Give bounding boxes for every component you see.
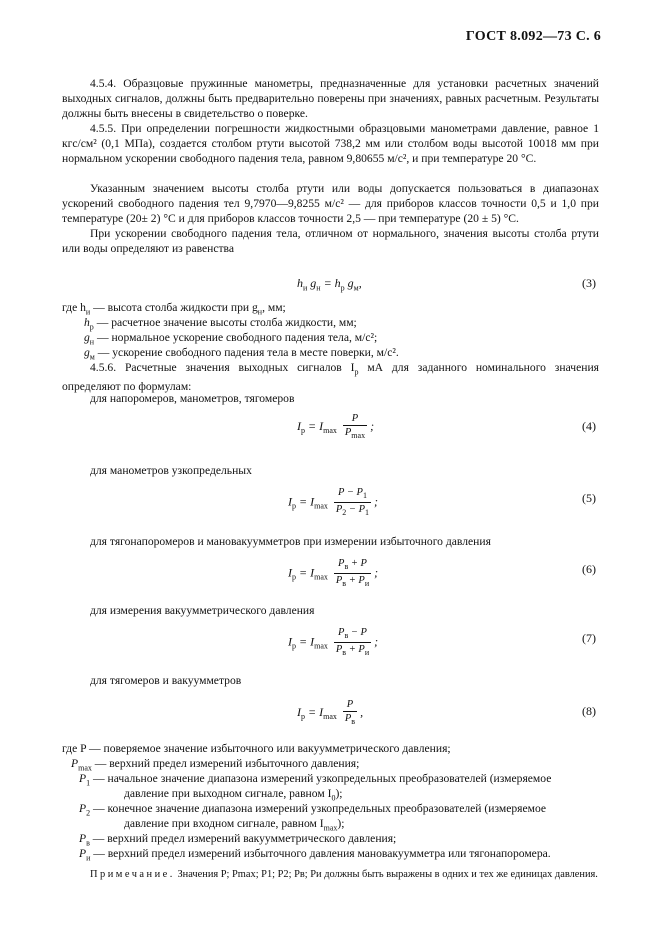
where-item: где $h_и$ — высота столба жидкости при $g_н$, мм; <box>62 301 286 317</box>
case-label: для тягомеров и вакуумметров <box>90 674 242 687</box>
formula-8: $I_р = I_{max}$ $\frac{P}{P_в}$ , <box>297 699 364 727</box>
paragraph-4-5-4: 4.5.4. Образцовые пружинные манометры, предназначенные для установки расчетных значений выходных сигналов, должны быть предварительно поверены при значениях, равных расчетным. Результаты должны быть внесены в свидетельство о поверке. <box>62 77 599 120</box>
where-item: $h_р$ — расчетное значение высоты столба жидкости, мм; <box>84 316 357 332</box>
where-item-continued: давление при входном сигнале, равном $I_{max}$); <box>124 817 345 833</box>
note <box>62 868 599 882</box>
formula-3-number: (3) <box>582 276 596 290</box>
case-label: для напоромеров, манометров, тягомеров <box>90 392 295 405</box>
case-label: для тягонапоромеров и мановакуумметров при измерении избыточного давления <box>90 535 491 548</box>
where-item: $P_в$ — верхний предел измерений вакуумметрического давления; <box>79 832 397 848</box>
case-label: для манометров узкопредельных <box>90 464 252 477</box>
formula-8-number: (8) <box>582 704 596 718</box>
where-item: $P_1$ — начальное значение диапазона измерений узкопредельных преобразователей (измеряемое <box>79 772 552 788</box>
where-item: где P — поверяемое значение избыточного или вакуумметрического давления; <box>62 742 451 755</box>
where-item: $g_н$ — нормальное ускорение свободного падения тела, м/с²; <box>84 331 378 347</box>
formula-7-number: (7) <box>582 631 596 645</box>
formula-7: $I_р = I_{max}$ $\frac{P_в - P}{P_в + P_и}$ ; <box>288 627 379 658</box>
note-label: Примечание. <box>90 869 175 880</box>
where-item: $P_2$ — конечное значение диапазона измерений узкопредельных преобразователей (измеряемое <box>79 802 547 818</box>
where-item: $P_и$ — верхний предел измерений избыточного давления мановакуумметра или тягонапоромера. <box>79 847 551 863</box>
paragraph-height-range: Указанным значением высоты столба ртути или воды допускается пользоваться в диапазонах ускорений свободного падения тел 9,7970—9,8255 м/с² — для приборов классов точности 0,5 и 1,0 при температуре (20± 2) °С и для приборов классов точности 2,5 — при температуре (20 ± 5) °С. <box>62 182 599 225</box>
formula-4-number: (4) <box>582 419 596 433</box>
paragraph-4-5-5: 4.5.5. При определении погрешности жидкостными образцовыми манометрами давление, равное 1 кгс/см² (0,1 МПа), создается столбом ртути высотой 738,2 мм или столбом воды высотой 10018 мм при нормальном ускорении свободного падения тела, равном 9,80655 м/с², и при температуре 20 °С. <box>62 122 599 165</box>
formula-3: $h_и$ $g_н = h_р$ $g_м$, <box>297 276 362 293</box>
where-item: $P_{max}$ — верхний предел измерений избыточного давления; <box>71 757 360 773</box>
paragraph-4-5-6: 4.5.6. Расчетные значения выходных сигналов $I_р$ мА для заданного номинального значения определяют по формулам: <box>62 361 599 394</box>
note-text: Значения P; Pmax; P1; P2; Pв; Pи должны быть выражены в одних и тех же единицах давления. <box>177 869 598 880</box>
case-label: для измерения вакуумметрического давления <box>90 604 315 617</box>
where-item-continued: давление при выходном сигнале, равном $I_0$); <box>124 787 343 803</box>
paragraph-acceleration: При ускорении свободного падения тела, отличном от нормального, значения высоты столба ртути или воды определяют из равенства <box>62 227 599 255</box>
formula-5: $I_р = I_{max}$ $\frac{P - P_1}{P_2 - P_1}$ ; <box>288 487 379 518</box>
formula-6-number: (6) <box>582 562 596 576</box>
page-header: ГОСТ 8.092—73 С. 6 <box>465 29 601 44</box>
where-item: $g_м$ — ускорение свободного падения тела в месте поверки, м/с². <box>84 346 399 362</box>
formula-4: $I_р = I_{max}$ $\frac{P}{P_{max}}$ ; <box>297 413 375 441</box>
formula-5-number: (5) <box>582 491 596 505</box>
formula-6: $I_р = I_{max}$ $\frac{P_в + P}{P_в + P_и}$ ; <box>288 558 379 589</box>
